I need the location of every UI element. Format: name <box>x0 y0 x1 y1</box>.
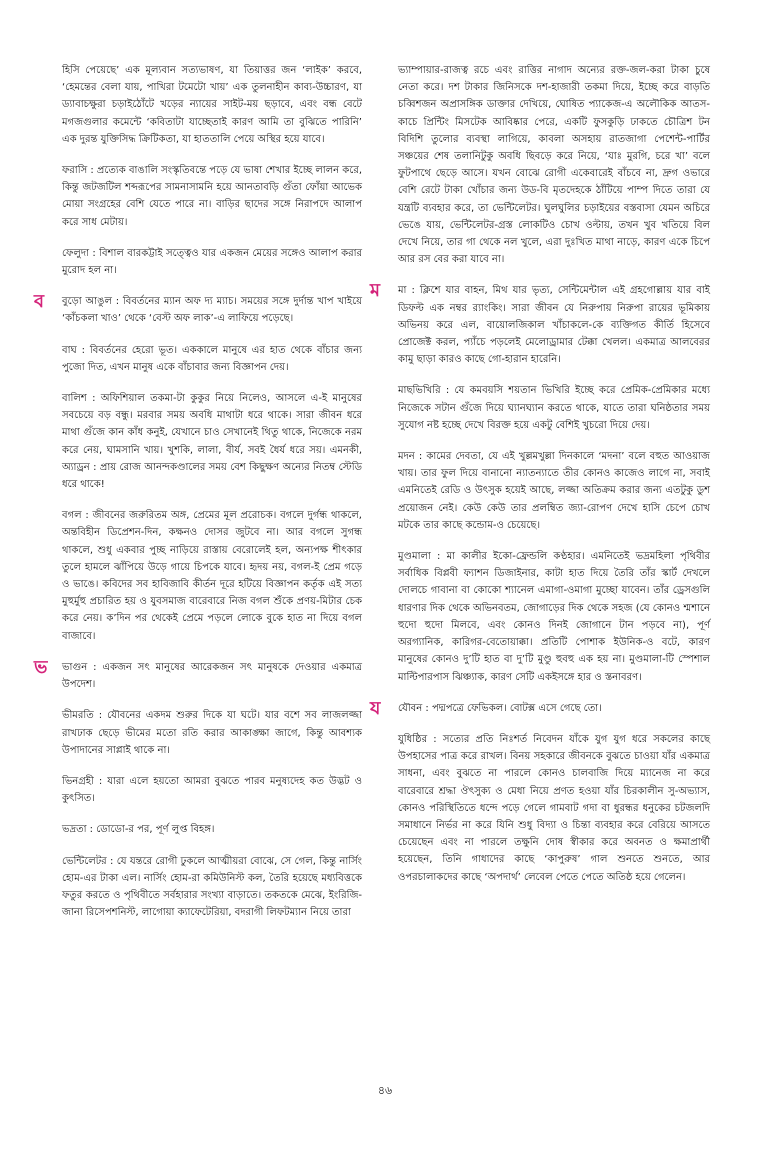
entry-text: ভদ্রতা : ডোডো-র পর, পূর্ণ লুপ্ত বিহঙ্গ। <box>62 824 215 836</box>
entry-bagh <box>62 342 362 376</box>
entry-text: বুড়ো আঙুল : বিবর্তনের ম্যান অফ দ্য ম্যাচ। সময়ের সঙ্গে দুর্দান্ত খাপ খাইয়ে ‘কাঁচকলা খাও’ থেকে ‘বেস্ট অফ লাক’-এ লাফিয়ে পড়েছে। <box>62 296 362 325</box>
entry-text: বালিশ : অফিশিয়াল তকমা-টা কুকুর নিয়ে নিলেও, আসলে এ-ই মানুষের সবচেয়ে বড় বন্ধু। মরবার সময় অবধি মাথাটা ধরে থাকে। সারা জীবন ধরে মাথা গুঁজে কান কাঁধ কনুই, যেখানে চাও সেখানেই থিতু থাকে, নিজেকে নরম করে নেয়, ঘামসানি খায়। খুশকি, লালা, বীর্য, সবই ধৈর্য ধরে সয়। এমনকী, অ্যাড্রন : প্রায় রোজ আনন্দকণ্ডালের সময় বেশ কিছুক্ষণ অন্যের নিতম্ব স্টেডি ধরে থাকে! <box>62 393 362 491</box>
entry-mundomala <box>398 548 710 686</box>
entry-hisi <box>62 62 362 148</box>
entry-text: মা : ক্লিশে যার বাহন, মিথ যার ভৃত্য, সেন্টিমেন্টাল এই গ্রহগোল্লায় যার বাই ডিফল্ট এক নম্বর র‍্যাংকিং। সারা জীবন যে নিরুপায় নিরুপা রায়ের ভূমিকায় অভিনয় করে এল, বায়োলজিকাল খাঁচাকলে-কে ব্যক্তিগত কীর্তি হিসেবে প্রোজেক্ট করল, প্যাঁচে পড়লেই মেলোড্রামার টেক্কা খেলল। একমাত্র আলবেরর কামু ছাড়া কারও কাছে গো-হারান হারেনি। <box>398 285 710 366</box>
letter-marker-ma: ম <box>370 280 380 302</box>
entry-text: ভেন্টিলেটর : যে যন্তরে রোগী ঢুকলে আত্মীয়রা বোঝে, সে গেল, কিন্তু নার্সিং হোম-এর টাকা এল। নার্সিং হোম-রা কমিউনিস্ট কল, তৈরি হয়েছে মধ্যবিত্তকে ফতুর করতে ও পৃথিবীতে সর্বহারার সংখ্যা বাড়াতে। তকতকে মেঝে, ইংরিজি-জানা রিসেপশনিস্ট, লাগোয়া ক্যাফেটেরিয়া, বদরাগী লিফটম্যান নিয়ে তারা <box>62 855 362 919</box>
entry-text: মদন : কামের দেবতা, যে এই খুল্লমখুল্লা দিনকালে ‘মদনা’ বলে বহুত আওয়াজ খায়। তার ফুল দিয়ে বানানো ন্যাতন্যাতে তীর কোনও কাজেও লাগে না, সবাই এমনিতেই রেডি ও উৎসুক হয়েই আছে, লজ্জা অতিক্রম করার জন্য এতটুকু ডুশ প্রয়োজন নেই। কেউ কেউ তার প্রলম্বিত জ্যা-রোপণ দেখে হাসি চেপে চোখ মটকে তার কাছে কন্ডোম-ও চেয়েছে। <box>398 451 710 531</box>
letter-marker-ja: য <box>370 697 381 719</box>
entry-bhimroti <box>62 707 362 759</box>
entry-balish <box>62 390 362 493</box>
entry-bhodrota <box>62 821 362 838</box>
entry-bogol <box>62 507 362 645</box>
entry-text: বাঘ : বিবর্তনের হেরো ভূত। এককালে মানুষে এর হাত থেকে বাঁচার জন্য পুজো দিত, এখন মানুষ একে বাঁচাবার জন্য বিজ্ঞাপন দেয়। <box>62 344 362 373</box>
letter-marker-ba: ব <box>34 291 45 313</box>
right-column <box>370 62 710 900</box>
left-column <box>34 62 362 935</box>
entry-machhbhikhiri <box>398 382 710 434</box>
entry-text: ফেলুদা : বিশাল বারকট্টাই সত্ত্বেও যার একজন মেয়ের সঙ্গেও আলাপ করার মুরোদ হল না। <box>62 247 362 277</box>
entry-bhagun <box>34 656 362 693</box>
letter-marker-bha: ভ <box>34 656 48 678</box>
entry-modon <box>398 448 710 534</box>
entry-text: যুধিষ্ঠির : সত্যের প্রতি নিঃশর্ত নিবেদন যাঁকে যুগ যুগ ধরে সকলের কাছে উপহাসের পাত্র করে রাখল। বিনয় সহকারে জীবনকে বুঝতে চাওয়া যাঁর একমাত্র সাধনা, এবং বুঝতে না পারলে কোনও চালবাজি দিয়ে ম্যানেজ না করে বারেবারে শ্রদ্ধা ঔৎসুক্য ও মেধা নিয়ে প্রণত হওয়া যাঁর চিরকালীন সু-অভ্যাস, কোনও পরিস্থিতিতে ধন্দে পড়ে গেলে গামবাট গদা বা ধুরন্ধর ধনুকের চটজলদি সমাধানে নির্ভর না করে যিনি শুধু বিদ্যা ও চিন্তা ব্যবহার করে বেরিয়ে আসতে চেয়েছেন এবং না পারলে তক্ষুনি দোষ স্বীকার করে অবনত ও ক্ষমাপ্রার্থী হয়েছেন, তিনি গাধাদের কাছে ‘কাপুরুষ’ গাল শুনতে শুনতে, আর ওপরচালাকদের কাছে ‘অপদার্থ’ লেবেল পেতে পেতে অতিষ্ঠ হয়ে গেলেন। <box>398 733 710 883</box>
entry-text: মাছভিখিরি : যে কমবয়সি শয়তান ভিখিরি ইচ্ছে করে প্রেমিক-প্রেমিকার মধ্যে নিজেকে সটান গুঁজে দিয়ে ঘ্যানঘ্যান করতে থাকে, যাতে তারা ঘনিষ্ঠতার সময় সুযোগ নষ্ট হচ্ছে দেখে বিরক্ত হয়ে একটু বেশিই খুচরো দিয়ে দেয়। <box>398 385 710 431</box>
entry-feluda <box>62 245 362 279</box>
entry-bhingrohi <box>62 773 362 807</box>
entry-text: ফরাসি : প্রত্যেক বাঙালি সংস্কৃতিবন্তে পড়ে যে ভাষা শেখার ইচ্ছে লালন করে, কিন্তু জটজটিল শব্দরূপের সামনাসামনি হয়ে আনতাবড়ি গুঁতা ফোঁয়া আভেক মোয়া সংগ্রহের বেশি যেতে পারে না। বাড়ির ছাদের সঙ্গে নিরাপদে আলাপ করে সাধ মেটায়। <box>62 165 362 228</box>
entry-ma <box>370 280 710 368</box>
entry-text: মুণ্ডমালা : মা কালীর ইকো-ফ্রেন্ডলি কণ্ঠহার। এমনিতেই ভদ্রমহিলা পৃথিবীর সর্বাধিক বিপ্লবী ফ্যাশন ডিজাইনার, কাটা হাত দিয়ে তৈরি তাঁর স্কার্ট দেখলে দোলচে গাবানা বা কোকো শ্যানেল এমাগা-ওমাগা মুচ্ছো যাবেন। তাঁর ড্রেসগুলি ধারণার দিক থেকে অভিনবতম, জোগাড়ের দিক থেকে সহজ (যে কোনও শ্মশানে হুদো হুদো মিলবে, এবং কোনও দিনই জোগানে টান পড়বে না), পূর্ণ অরগ্যানিক, কারিগর-বেতোয়াক্কা। প্রতিটি পোশাক ইউনিক-ও বটে, কারণ মানুষের কোনও দু’টি হাত বা দু’টি মুণ্ডু হুবহু এক হয় না। মুণ্ডমালা-টি স্পেশাল মাল্টিপারপাস ঝিঞ্চ্যাক, কারণ সেটি একইসঙ্গে হার ও স্তনাবরণ। <box>398 551 710 683</box>
page-number: ৪৬ <box>377 1084 393 1097</box>
entry-text: যৌবন : পদ্মপত্রে ফেভিকল। বোটক্স এসে গেছে তো। <box>398 702 602 714</box>
entry-ventilator <box>62 853 362 922</box>
entry-text: ভ্যাম্পায়ার-রাজত্ব রচে এবং রাত্তির নাগাদ অন্যের রক্ত-জল-করা টাকা চুষে নেতা করে। দশ টাকার জিনিসকে দশ-হাজারী তকমা দিয়ে, ইচ্ছে করে বাড়তি চব্বিশজন অপ্রাসঙ্গিক ডাক্তার দেখিয়ে, ঘোষিত প্যাকেজ-এ অলৌকিক আতস-কাচে প্রিন্টিং মিসটেক আবিষ্কার পেরে, একটি ফুসকুড়ি ঢাকতে চৌত্রিশ টন বিদিশি তুলোর ব্যবস্থা লাগিয়ে, কাবলা অসহায় রাতজাগা পেশেন্ট-পার্টির সঞ্চয়ের শেষ তলানিটুকু অবধি ছিবড়ে করে নিয়ে, ‘যাঃ মুরগি, চরে খা’ বলে ফুটপাথে ছেড়ে আসে। যখন বোঝে রোগী একেবারেই বাঁচবে না, দ্রুগ ওভারে বেশি রেটে টাকা খোঁচার জন্য উড-বি মৃতদেহকে ঠাঁটিয়ে পাম্প দিতে তারা যে যন্ত্রটি ব্যবহার করে, তা ভেন্টিলেটর। ঘুলঘুলির চড়াইয়ের বস্তবাসা যেমন অচিরে ভেঙে যায়, ভেন্টিলেটর-গ্রস্ত লোকটিও চোখ ওল্টায়, তখন খুব খতিয়ে বিল দেখে নিয়ে, তার গা থেকে নল খুলে, এরা দুঃখিত মাথা নাড়ে, কারণ একে চিপে আর রস বের করা যাবে না। <box>398 65 710 266</box>
entry-text: ভাগুন : একজন সৎ মানুষের আরেকজন সৎ মানুষকে দেওয়ার একমাত্র উপদেশ। <box>62 661 362 691</box>
entry-text: বগল : জীবনের জরুরিতম অঙ্গ, প্রেমের মূল প্ররোচক। বগলে দুর্গন্ধ থাকলে, অন্তবিহীন ডিপ্রেশন-দিন, কক্ষনও দোসর জুটবে না। আর বগলে সুগন্ধ থাকলে, শুধু একবার পুচ্ছ নাড়িয়ে রাস্তায় বেরোলেই হল, অন্যপক্ষ শীৎকার তুলে হামলে ঝাঁপিয়ে উড়ে গায়ে চিপকে যাবে। হৃদয় নয়, বগল-ই প্রেম গড়ে ও ভাঙে। কবিদের সব হাবিজাবি কীর্তন দূরে হটিয়ে বিজ্ঞাপন কর্তৃক এই সত্য মুহুর্মুহু প্রচারিত হয় ও যুবসমাজ বারেবারে নিজ বগল শুঁকে প্রণয়-মিটার চেক করে নেয়। ক’দিন পর থেকেই প্রেমে পড়লে লোকে বুকে হাত না দিয়ে বগল বাজাবে। <box>62 510 362 642</box>
entry-text: ভীমরতি : যৌবনের একদম শুরুর দিকে যা ঘটে। যার বশে সব লাজলজ্জা রাখঢাক ছেড়ে ভীমের মতো রতি করার আকাঙ্ক্ষা জাগে, কিন্তু আবশ্যক উপাদানের সাপ্লাই থাকে না। <box>62 710 362 756</box>
entry-buro-angul <box>34 291 362 327</box>
entry-text: হিসি পেয়েছে’ এক মূল্যবান সত্যভাষণ, যা তিয়াত্তর জন ‘লাইক’ করবে, ‘হেমন্তের বেলা যায়, পাখিরা টমেটো খায়’ এক তুলনাহীন কাব্য-উচ্চারণ, যা ড্যাবাচক্ষুরা চড়াইঠোঁটে খড়ের ন্যায়ের সাইট-ময় ছড়াবে, এবং বন্ধ বেটে মগজগুলার কমেন্টে ‘কবিতাটা যাচ্ছেতাই কারণ আমি তা বুঝিতে পারিনি’ এক দুরন্ত যুক্তিসিদ্ধ ক্রিটিকতা, যা হাততালি পেয়ে অস্থির হয়ে যাবে। <box>62 65 362 145</box>
entry-jouban <box>370 697 710 719</box>
entry-judhishthir <box>398 731 710 886</box>
entry-ventilator-continued <box>398 62 710 268</box>
entry-forasi <box>62 162 362 231</box>
entry-text: ভিনগ্রহী : যারা এলে হয়তো আমরা বুঝতে পারব মনুষ্যদেহ কত উদ্ভট ও কুৎসিত। <box>62 775 362 805</box>
